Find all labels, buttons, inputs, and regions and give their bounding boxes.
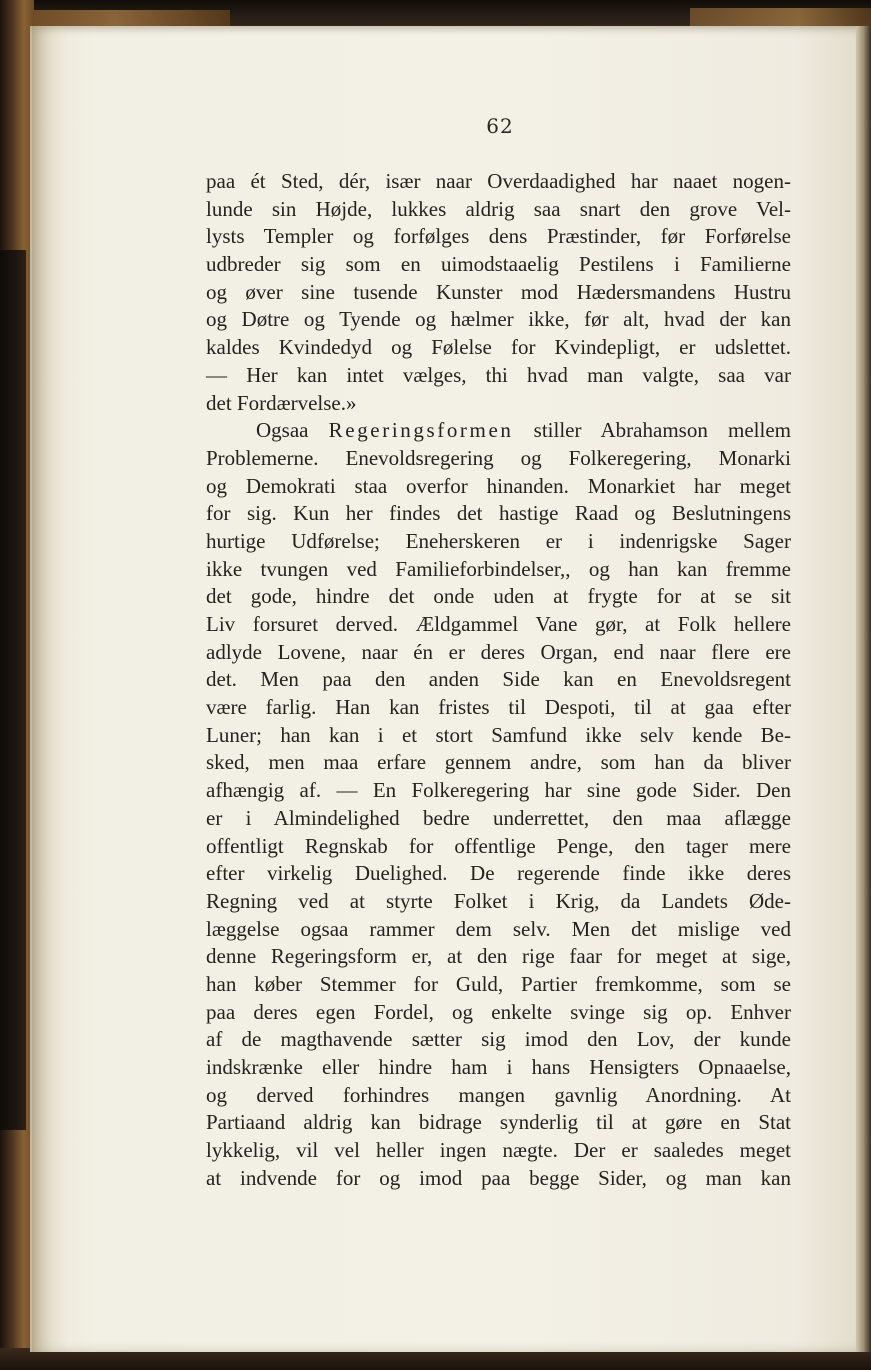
text-line: ikke tvungen ved Familieforbindelser,, og han kan fremme <box>206 556 791 581</box>
text-line: hurtige Udførelse; Eneherskeren er i indenrigske Sager <box>206 528 791 553</box>
page-number: 62 <box>486 114 514 138</box>
spaced-emphasis: Regeringsformen <box>328 418 514 443</box>
text-line: indskrænke eller hindre ham i hans Hensigters Opnaaelse, <box>206 1055 791 1079</box>
text-line: for sig. Kun her findes det hastige Raad og Beslutningens <box>206 501 791 526</box>
text-line: og derved forhindres mangen gavnlig Anordning. At <box>206 1082 791 1107</box>
text-line: det gode, hindre det onde uden at frygte for at se sit <box>206 584 791 609</box>
text-line: Luner; han kan i et stort Samfund ikke selv kende Be- <box>206 722 791 747</box>
page-body-text <box>206 168 791 1192</box>
text-run: stiller Abrahamson mellem <box>513 418 791 443</box>
text-run: Ogsaa <box>256 418 329 443</box>
text-line: og Døtre og Tyende og hælmer ikke, før alt, hvad der kan <box>206 307 791 332</box>
text-line: er i Almindelighed bedre underrettet, den maa aflægge <box>206 805 791 830</box>
text-line: denne Regeringsform er, at den rige faar for meget at sige, <box>206 944 791 969</box>
text-line: paa deres egen Fordel, og enkelte svinge sig op. Enhver <box>206 999 791 1024</box>
book-cover-shadow <box>0 250 26 1130</box>
text-line: offentligt Regnskab for offentlige Penge, den tager mere <box>206 833 791 858</box>
text-line: Liv forsuret derved. Ældgammel Vane gør, at Folk hellere <box>206 612 791 636</box>
text-line: lysts Templer og forfølges dens Præstinder, før Forførelse <box>206 224 791 249</box>
text-line: han køber Stemmer for Guld, Partier fremkomme, som se <box>206 971 791 996</box>
text-line: af de magthavende sætter sig imod den Lov, der kunde <box>206 1027 791 1052</box>
text-line: kaldes Kvindedyd og Følelse for Kvindepligt, er udslettet. <box>206 335 791 360</box>
text-line: være farlig. Han kan fristes til Despoti, til at gaa efter <box>206 695 791 720</box>
page-gutter-shadow <box>32 26 68 1352</box>
page-right-edge <box>856 26 871 1352</box>
text-line: udbreder sig som en uimodstaaelig Pestilens i Familierne <box>206 252 791 277</box>
text-line: Problemerne. Enevoldsregering og Folkeregering, Monarki <box>206 445 791 470</box>
text-line: at indvende for og imod paa begge Sider, og man kan <box>206 1165 791 1190</box>
text-line: lykkelig, vil vel heller ingen nægte. Der er saaledes meget <box>206 1138 791 1163</box>
text-line: læggelse ogsaa rammer dem selv. Men det mislige ved <box>206 916 791 941</box>
text-line: afhængig af. — En Folkeregering har sine gode Sider. Den <box>206 778 791 803</box>
text-line: adlyde Lovene, naar én er deres Organ, end naar flere ere <box>206 639 791 664</box>
text-line: og øver sine tusende Kunster mod Hædersmandens Hustru <box>206 279 791 304</box>
text-line: Partiaand aldrig kan bidrage synderlig til at gøre en Stat <box>206 1110 791 1135</box>
text-line: sked, men maa erfare gennem andre, som han da bliver <box>206 750 791 775</box>
text-line: paa ét Sted, dér, især naar Overdaadighed har naaet nogen- <box>206 169 791 193</box>
text-line: Regning ved at styrte Folket i Krig, da Landets Øde- <box>206 888 791 913</box>
text-line: efter virkelig Duelighed. De regerende finde ikke deres <box>206 861 791 886</box>
text-line: det. Men paa den anden Side kan en Enevoldsregent <box>206 667 791 692</box>
text-line: lunde sin Højde, lukkes aldrig saa snart den grove Vel- <box>206 196 791 221</box>
paragraph-first-line <box>206 417 791 445</box>
text-line: og Demokrati staa overfor hinanden. Monarkiet har meget <box>206 473 791 498</box>
text-line: det Fordærvelse.» <box>206 390 357 415</box>
text-line: — Her kan intet vælges, thi hvad man valgte, saa var <box>206 362 791 387</box>
